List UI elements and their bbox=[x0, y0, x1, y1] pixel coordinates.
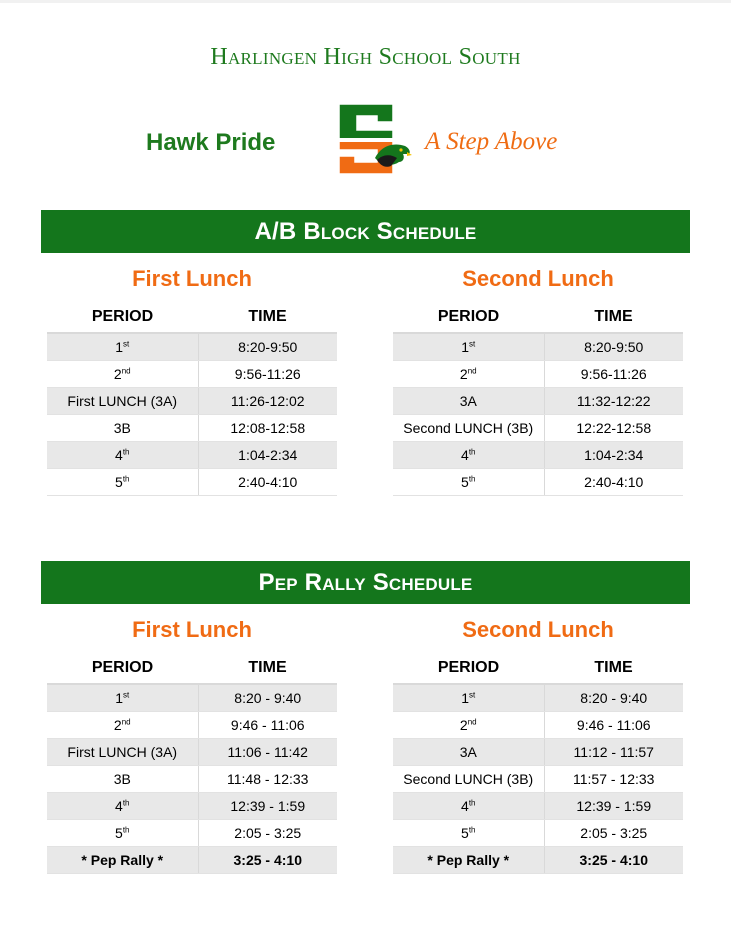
table-row bbox=[47, 333, 337, 361]
table-row bbox=[47, 793, 337, 820]
period-label: 2 bbox=[113, 717, 122, 733]
table-row bbox=[393, 793, 683, 820]
time-cell: 2:05 - 3:25 bbox=[544, 820, 683, 847]
table-row bbox=[393, 469, 683, 496]
period-cell bbox=[47, 388, 198, 415]
period-cell bbox=[47, 739, 198, 766]
ordinal-suffix: th bbox=[468, 825, 476, 835]
period-label: 4 bbox=[115, 798, 123, 814]
period-column-header: PERIOD bbox=[393, 653, 544, 684]
school-s-hawk-logo bbox=[333, 100, 413, 178]
time-cell: 1:04-2:34 bbox=[198, 442, 337, 469]
period-label: First LUNCH (3A) bbox=[67, 744, 178, 760]
period-label: 5 bbox=[461, 474, 469, 490]
ordinal-suffix: st bbox=[469, 339, 476, 349]
period-label: 1 bbox=[115, 690, 124, 706]
table-row bbox=[47, 361, 337, 388]
period-label: 2 bbox=[113, 366, 122, 382]
period-cell bbox=[393, 333, 544, 361]
ordinal-suffix: st bbox=[123, 690, 130, 700]
table-row bbox=[47, 415, 337, 442]
period-label: 4 bbox=[115, 447, 123, 463]
ordinal-suffix: th bbox=[468, 447, 476, 457]
top-divider bbox=[0, 0, 731, 3]
table-row bbox=[47, 442, 337, 469]
time-cell: 11:32-12:22 bbox=[544, 388, 683, 415]
table-row bbox=[47, 847, 337, 874]
period-cell bbox=[47, 469, 198, 496]
time-column-header: TIME bbox=[198, 302, 337, 333]
period-cell bbox=[393, 847, 544, 874]
period-cell bbox=[47, 793, 198, 820]
period-label: 3B bbox=[113, 771, 131, 787]
time-cell: 11:12 - 11:57 bbox=[544, 739, 683, 766]
time-cell: 3:25 - 4:10 bbox=[544, 847, 683, 874]
time-cell: 8:20-9:50 bbox=[198, 333, 337, 361]
table-row bbox=[393, 442, 683, 469]
table-row bbox=[47, 820, 337, 847]
pep-first-lunch-title: First Lunch bbox=[132, 617, 252, 642]
time-cell: 11:26-12:02 bbox=[198, 388, 337, 415]
table-row bbox=[47, 739, 337, 766]
period-label: Second LUNCH (3B) bbox=[403, 771, 534, 787]
time-cell: 11:06 - 11:42 bbox=[198, 739, 337, 766]
ordinal-suffix: th bbox=[122, 447, 130, 457]
pep-second-lunch-title: Second Lunch bbox=[462, 617, 614, 642]
period-cell bbox=[47, 442, 198, 469]
period-label: 3A bbox=[459, 393, 477, 409]
time-column-header: TIME bbox=[198, 653, 337, 684]
time-cell: 12:39 - 1:59 bbox=[198, 793, 337, 820]
period-cell bbox=[393, 442, 544, 469]
table-row bbox=[393, 361, 683, 388]
period-label: 4 bbox=[461, 798, 469, 814]
period-cell bbox=[47, 820, 198, 847]
time-cell: 1:04-2:34 bbox=[544, 442, 683, 469]
time-cell: 8:20 - 9:40 bbox=[198, 684, 337, 712]
time-cell: 3:25 - 4:10 bbox=[198, 847, 337, 874]
period-cell bbox=[47, 684, 198, 712]
table-row bbox=[47, 388, 337, 415]
ordinal-suffix: th bbox=[122, 825, 130, 835]
period-column-header: PERIOD bbox=[47, 653, 198, 684]
period-cell bbox=[393, 684, 544, 712]
period-column-header: PERIOD bbox=[47, 302, 198, 333]
time-cell: 8:20 - 9:40 bbox=[544, 684, 683, 712]
school-name-heading: Harlingen High School South bbox=[210, 44, 521, 70]
period-cell bbox=[393, 820, 544, 847]
period-label: First LUNCH (3A) bbox=[67, 393, 178, 409]
period-cell bbox=[393, 793, 544, 820]
time-cell: 12:08-12:58 bbox=[198, 415, 337, 442]
ordinal-suffix: th bbox=[122, 798, 130, 808]
ab-first-lunch-table bbox=[47, 302, 337, 496]
time-cell: 2:40-4:10 bbox=[198, 469, 337, 496]
period-cell bbox=[47, 333, 198, 361]
table-row bbox=[393, 820, 683, 847]
pep-rally-banner: Pep Rally Schedule bbox=[41, 561, 690, 604]
period-cell bbox=[47, 712, 198, 739]
ab-first-lunch-title: First Lunch bbox=[132, 266, 252, 291]
table-row bbox=[47, 469, 337, 496]
table-row bbox=[393, 415, 683, 442]
ordinal-suffix: nd bbox=[121, 366, 131, 376]
time-cell: 12:39 - 1:59 bbox=[544, 793, 683, 820]
period-cell bbox=[47, 766, 198, 793]
table-row bbox=[47, 712, 337, 739]
time-cell: 8:20-9:50 bbox=[544, 333, 683, 361]
time-cell: 9:46 - 11:06 bbox=[198, 712, 337, 739]
time-cell: 12:22-12:58 bbox=[544, 415, 683, 442]
period-label: * Pep Rally * bbox=[81, 852, 164, 868]
period-cell bbox=[393, 361, 544, 388]
table-row bbox=[47, 684, 337, 712]
table-row bbox=[393, 712, 683, 739]
period-label: 1 bbox=[461, 690, 470, 706]
period-label: * Pep Rally * bbox=[427, 852, 510, 868]
time-cell: 11:48 - 12:33 bbox=[198, 766, 337, 793]
ordinal-suffix: th bbox=[122, 474, 130, 484]
time-column-header: TIME bbox=[544, 653, 683, 684]
period-cell bbox=[393, 739, 544, 766]
time-cell: 9:46 - 11:06 bbox=[544, 712, 683, 739]
table-row bbox=[393, 739, 683, 766]
pep-first-lunch-table bbox=[47, 653, 337, 874]
ordinal-suffix: nd bbox=[121, 717, 131, 727]
period-label: 3A bbox=[459, 744, 477, 760]
table-row bbox=[393, 766, 683, 793]
period-cell bbox=[47, 361, 198, 388]
time-cell: 9:56-11:26 bbox=[198, 361, 337, 388]
ordinal-suffix: th bbox=[468, 474, 476, 484]
period-cell bbox=[393, 388, 544, 415]
period-label: 1 bbox=[115, 339, 124, 355]
period-label: 1 bbox=[461, 339, 470, 355]
period-label: 5 bbox=[115, 474, 123, 490]
time-cell: 9:56-11:26 bbox=[544, 361, 683, 388]
period-label: 2 bbox=[459, 717, 468, 733]
time-cell: 2:40-4:10 bbox=[544, 469, 683, 496]
ab-block-banner: A/B Block Schedule bbox=[41, 210, 690, 253]
table-row bbox=[393, 333, 683, 361]
table-row bbox=[393, 847, 683, 874]
period-cell bbox=[393, 469, 544, 496]
period-label: Second LUNCH (3B) bbox=[403, 420, 534, 436]
right-slogan: A Step Above bbox=[425, 128, 558, 155]
time-cell: 11:57 - 12:33 bbox=[544, 766, 683, 793]
period-cell bbox=[47, 847, 198, 874]
period-cell bbox=[393, 415, 544, 442]
period-label: 5 bbox=[461, 825, 469, 841]
table-row bbox=[393, 684, 683, 712]
ordinal-suffix: nd bbox=[467, 366, 477, 376]
period-label: 5 bbox=[115, 825, 123, 841]
time-column-header: TIME bbox=[544, 302, 683, 333]
period-cell bbox=[393, 766, 544, 793]
time-cell: 2:05 - 3:25 bbox=[198, 820, 337, 847]
ordinal-suffix: st bbox=[123, 339, 130, 349]
ordinal-suffix: nd bbox=[467, 717, 477, 727]
period-label: 4 bbox=[461, 447, 469, 463]
ordinal-suffix: th bbox=[468, 798, 476, 808]
period-label: 3B bbox=[113, 420, 131, 436]
table-row bbox=[393, 388, 683, 415]
pep-second-lunch-table bbox=[393, 653, 683, 874]
ab-second-lunch-table bbox=[393, 302, 683, 496]
period-column-header: PERIOD bbox=[393, 302, 544, 333]
ab-second-lunch-title: Second Lunch bbox=[462, 266, 614, 291]
period-label: 2 bbox=[459, 366, 468, 382]
period-cell bbox=[47, 415, 198, 442]
left-slogan: Hawk Pride bbox=[146, 129, 276, 156]
ordinal-suffix: st bbox=[469, 690, 476, 700]
period-cell bbox=[393, 712, 544, 739]
table-row bbox=[47, 766, 337, 793]
